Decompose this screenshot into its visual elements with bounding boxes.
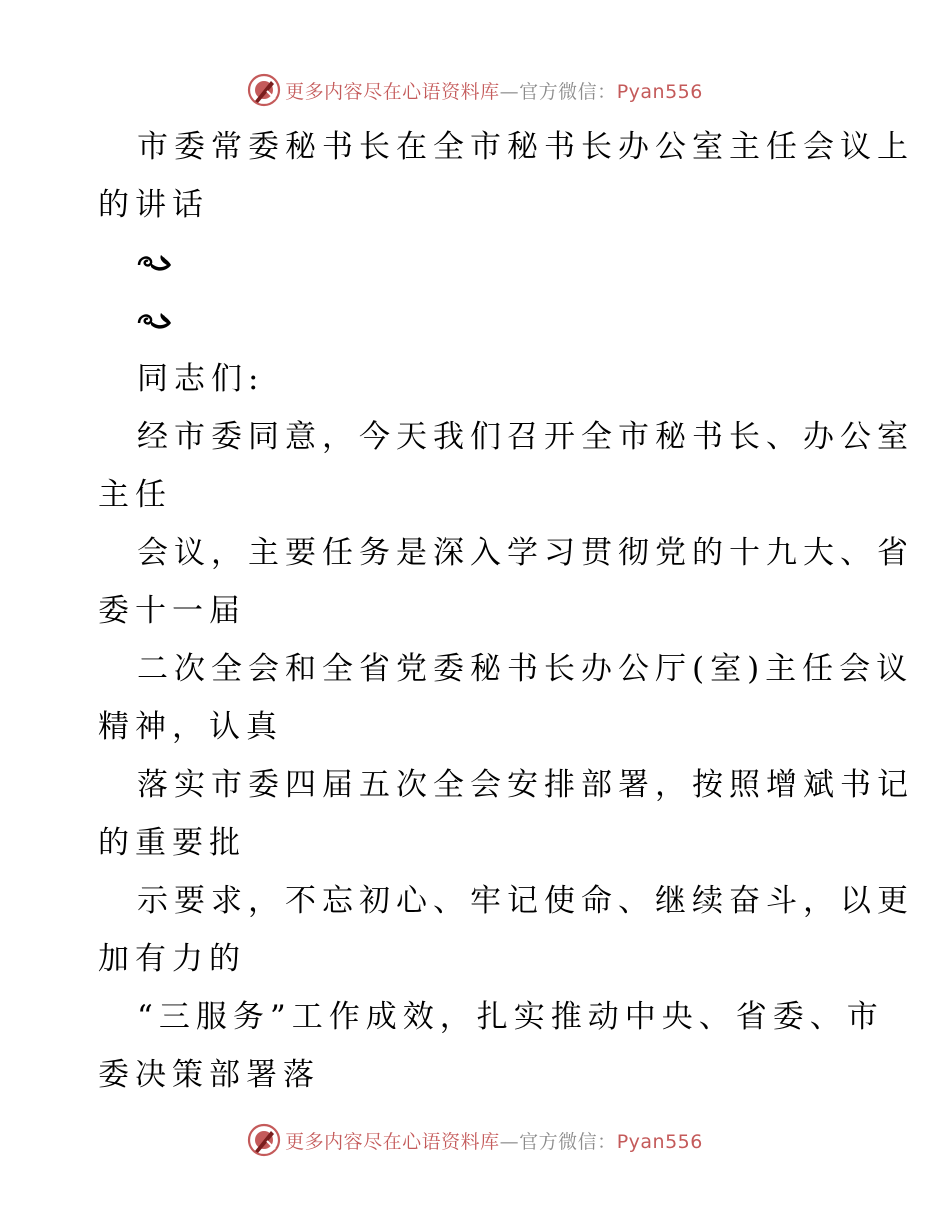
paragraph-line: 二次全会和全省党委秘书长办公厅(室)主任会议 [137, 651, 914, 687]
banner-wechat-handle: Pyan556 [616, 80, 703, 103]
paragraph-line: 经市委同意，今天我们召开全市秘书长、办公室 [137, 419, 914, 455]
ornament-row [98, 234, 858, 292]
paragraph-line: 委十一届 [98, 593, 246, 629]
document-body [98, 118, 914, 1104]
banner-dash: — [499, 80, 520, 103]
banner-wechat-handle: Pyan556 [616, 1130, 703, 1153]
banner-wechat-label: 官方微信： [519, 1130, 617, 1153]
fleuron-icon [137, 251, 173, 275]
salutation: 同志们: [137, 361, 265, 397]
banner-wechat-label: 官方微信： [519, 80, 617, 103]
banner-main-text: 更多内容尽在心语资料库 [285, 1130, 500, 1153]
banner-main-text: 更多内容尽在心语资料库 [285, 80, 500, 103]
paragraph-line: 主任 [98, 477, 172, 513]
paragraph-line: 落实市委四届五次全会安排部署，按照增斌书记 [137, 767, 914, 803]
banner-text [285, 1127, 703, 1154]
title-line-1: 市委常委秘书长在全市秘书长办公室主任会议上 [137, 129, 914, 165]
logo-icon [247, 73, 281, 107]
header-banner [0, 70, 950, 110]
paragraph-line: 的重要批 [98, 825, 246, 861]
paragraph-line: 示要求，不忘初心、牢记使命、继续奋斗，以更 [137, 883, 914, 919]
paragraph-line: 会议，主要任务是深入学习贯彻党的十九大、省 [137, 535, 914, 571]
title-line-2: 的讲话 [98, 187, 209, 223]
paragraph-line: “三服务”工作成效，扎实推动中央、省委、市 [137, 999, 884, 1035]
paragraph-line: 委决策部署落 [98, 1057, 320, 1093]
logo-icon [247, 1123, 281, 1157]
ornament-row [98, 292, 858, 350]
banner-dash: — [499, 1130, 520, 1153]
banner-text [285, 77, 703, 104]
paragraph-line: 加有力的 [98, 941, 246, 977]
footer-banner [0, 1120, 950, 1160]
paragraph-line: 精神，认真 [98, 709, 283, 745]
fleuron-icon [137, 309, 173, 333]
